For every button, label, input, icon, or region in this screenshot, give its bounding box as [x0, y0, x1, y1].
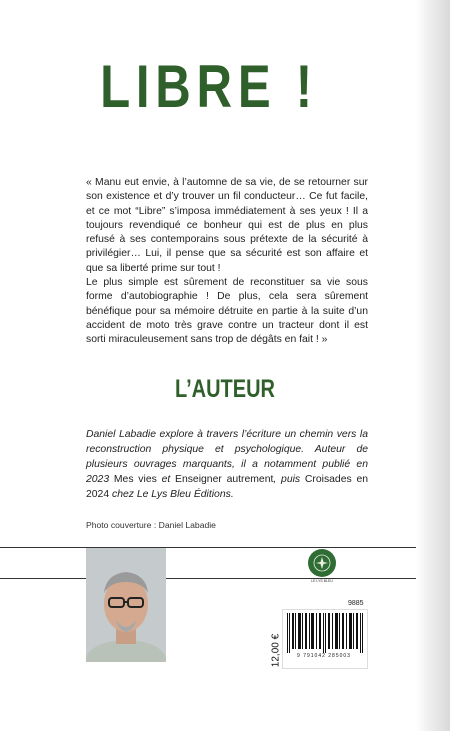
bio-part-5: chez Le Lys Bleu Éditions. — [112, 489, 234, 500]
divider-top — [0, 547, 418, 548]
bio-book-1: Mes vies — [113, 474, 157, 485]
publisher-logo — [308, 549, 336, 577]
book-title: LIBRE ! — [100, 53, 318, 120]
author-heading: L’AUTEUR — [175, 375, 275, 403]
page-edge-shadow — [416, 0, 450, 731]
bio-book-3: Croisades — [304, 474, 352, 485]
bio-book-2: Enseigner autrement — [175, 474, 274, 485]
photo-credit: Photo couverture : Daniel Labadie — [86, 520, 216, 530]
barcode-icon — [283, 610, 367, 654]
lily-icon — [313, 554, 331, 572]
blurb-text — [86, 176, 368, 348]
book-price: 12,00 € — [270, 633, 282, 668]
publisher-logo-text: LE LYS BLEU — [311, 579, 333, 583]
author-portrait-icon — [86, 548, 166, 662]
author-photo — [86, 548, 166, 662]
blurb-paragraph-1: « Manu eut envie, à l’automne de sa vie, de se retourner sur son existence et d’y trouver un fil conducteur… Ce fut facile, et ce mot “Libre” s’imposa immédiatement à ses yeux ! Il a toujours revendiqué ce bonheur qui est de plus en plus refusé à ses contemporains sous prétexte de la sécurité à privilégier… Lui, il pense que sa sécurité est son affaire et que sa liberté prime sur tout ! — [86, 177, 368, 274]
bio-part-3: , puis — [273, 474, 301, 485]
book-code: 9885 — [348, 600, 364, 607]
bio-part-4: en 2024 — [86, 474, 369, 500]
bio-part-1: Daniel Labadie explore à travers l’écriture un chemin vers la reconstruction physique et psychologique. Auteur de plusieurs ouvrages marquants, il a notamment publié en 2023 — [86, 429, 368, 485]
author-bio — [86, 427, 368, 502]
barcode — [282, 609, 368, 669]
barcode-number: 9 791042 285003 — [297, 653, 351, 659]
bio-part-2: et — [161, 474, 171, 485]
blurb-paragraph-2: Le plus simple est sûrement de reconstituer sa vie sous forme d’autobiographie ! De plus, cela sera sûrement bénéfique pour sa mémoire détruite en partie à la suite d’un accident de moto très grave contre un tracteur dont il est sorti miraculeusement sans trop de dégâts en fait ! » — [86, 277, 368, 346]
divider-bottom — [0, 578, 418, 579]
